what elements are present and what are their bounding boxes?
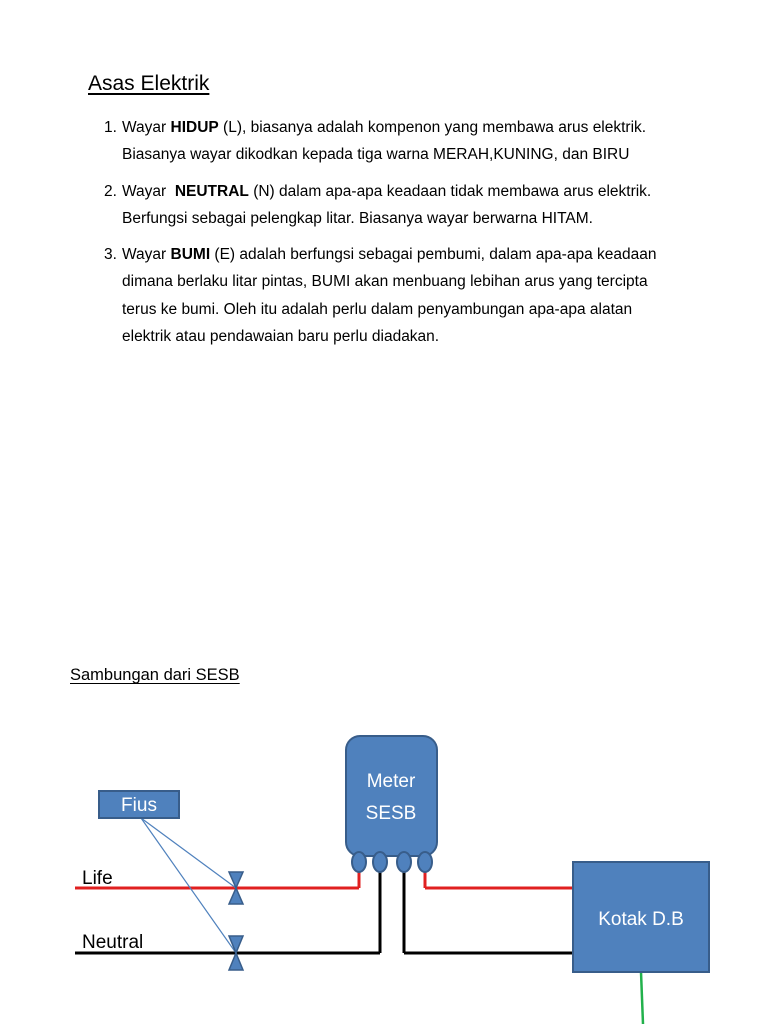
live-wire-label: Life	[82, 868, 113, 889]
fuse-label: Fius	[121, 795, 157, 816]
fuse-link-live	[141, 818, 236, 888]
page-title: Asas Elektrik	[88, 72, 210, 95]
meter-terminal-neutral-out	[397, 852, 411, 872]
list-item-term: HIDUP	[170, 119, 219, 136]
meter-label-line2: SESB	[365, 803, 417, 824]
list-item-number: 2.	[104, 182, 117, 200]
meter-label-line1: Meter	[366, 771, 416, 792]
earth-wire	[641, 972, 643, 1024]
list-item-text: (E) adalah berfungsi sebagai pembumi, dalam apa-apa keadaan dimana berlaku litar pintas, BUMI akan menbuang lebihan arus yang tercipta terus ke bumi. Oleh itu adalah perlu dalam penyambungan apa-apa alatan elektrik atau pendawaian baru perlu diadakan.	[122, 246, 657, 346]
list-item-text: (L), biasanya adalah kompenon yang membawa arus elektrik. Biasanya wayar dikodkan kepada tiga warna MERAH,KUNING, dan BIRU	[122, 119, 647, 164]
meter-terminal-neutral-in	[373, 852, 387, 872]
list-item-text: (N) dalam apa-apa keadaan tidak membawa arus elektrik. Berfungsi sebagai pelengkap litar. Biasanya wayar berwarna HITAM.	[122, 182, 652, 227]
meter-terminal-live-out	[418, 852, 432, 872]
list-item-prefix: Wayar	[122, 246, 171, 264]
meter-box	[346, 736, 437, 856]
meter-terminal-live-in	[352, 852, 366, 872]
distribution-box-label: Kotak D.B	[598, 909, 684, 930]
list-item-term: NEUTRAL	[174, 182, 249, 200]
fuse-link-neutral	[141, 818, 236, 953]
neutral-wire-label: Neutral	[82, 932, 144, 953]
list-item-prefix: Wayar	[122, 119, 171, 136]
section-heading: Sambungan dari SESB	[70, 666, 240, 684]
list-item-prefix: Wayar	[122, 182, 175, 200]
list-item-number: 3.	[104, 246, 117, 264]
list-item-number: 1.	[104, 119, 117, 136]
list-item-term: BUMI	[170, 246, 211, 264]
